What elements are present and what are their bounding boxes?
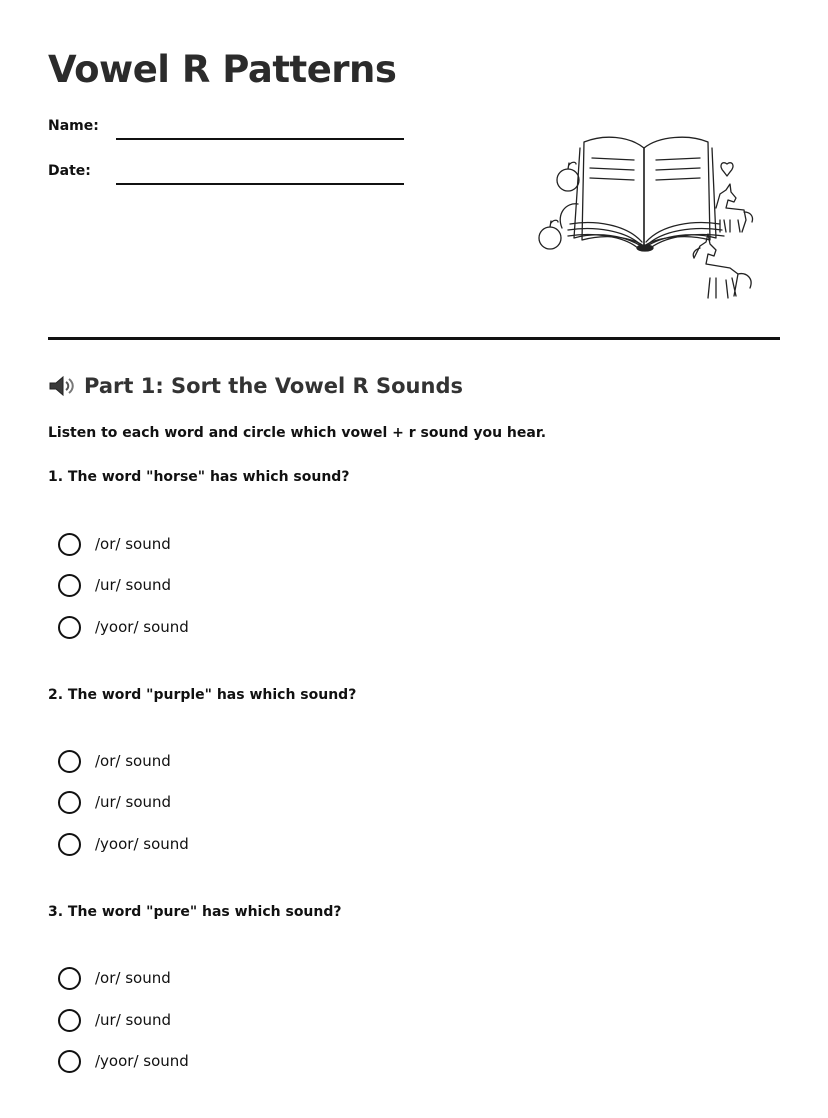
section-divider <box>48 337 780 340</box>
q2-option-ur[interactable] <box>58 790 171 814</box>
option-label: /ur/ sound <box>95 1011 172 1029</box>
radio-button[interactable] <box>58 750 81 773</box>
radio-button[interactable] <box>58 791 81 814</box>
question-2: 2. The word "purple" has which sound? <box>48 687 357 703</box>
radio-button[interactable] <box>58 967 81 990</box>
option-label: /or/ sound <box>95 969 171 987</box>
option-label: /or/ sound <box>95 535 171 553</box>
question-3: 3. The word "pure" has which sound? <box>48 904 342 920</box>
q1-option-or[interactable] <box>58 532 171 556</box>
part1-heading <box>48 374 463 398</box>
radio-button[interactable] <box>58 1050 81 1073</box>
date-label: Date: <box>48 163 91 179</box>
name-field[interactable] <box>116 138 404 140</box>
option-label: /or/ sound <box>95 752 171 770</box>
option-label: /yoor/ sound <box>95 1052 189 1070</box>
radio-button[interactable] <box>58 616 81 639</box>
page-title: Vowel R Patterns <box>48 48 397 91</box>
radio-button[interactable] <box>58 833 81 856</box>
radio-button[interactable] <box>58 1009 81 1032</box>
option-label: /yoor/ sound <box>95 835 189 853</box>
name-label: Name: <box>48 118 99 134</box>
part1-title: Part 1: Sort the Vowel R Sounds <box>84 374 463 398</box>
option-label: /yoor/ sound <box>95 618 189 636</box>
option-label: /ur/ sound <box>95 576 172 594</box>
radio-button[interactable] <box>58 533 81 556</box>
q2-option-yoor[interactable] <box>58 832 189 856</box>
question-1: 1. The word "horse" has which sound? <box>48 469 350 485</box>
part1-instructions: Listen to each word and circle which vowel + r sound you hear. <box>48 425 547 441</box>
date-field[interactable] <box>116 183 404 185</box>
q3-option-yoor[interactable] <box>58 1049 189 1073</box>
q2-option-or[interactable] <box>58 749 171 773</box>
q3-option-ur[interactable] <box>58 1008 171 1032</box>
q3-option-or[interactable] <box>58 966 171 990</box>
option-label: /ur/ sound <box>95 793 172 811</box>
book-illustration-icon <box>534 128 762 306</box>
radio-button[interactable] <box>58 574 81 597</box>
q1-option-yoor[interactable] <box>58 615 189 639</box>
q1-option-ur[interactable] <box>58 573 171 597</box>
speaker-icon <box>48 374 76 398</box>
